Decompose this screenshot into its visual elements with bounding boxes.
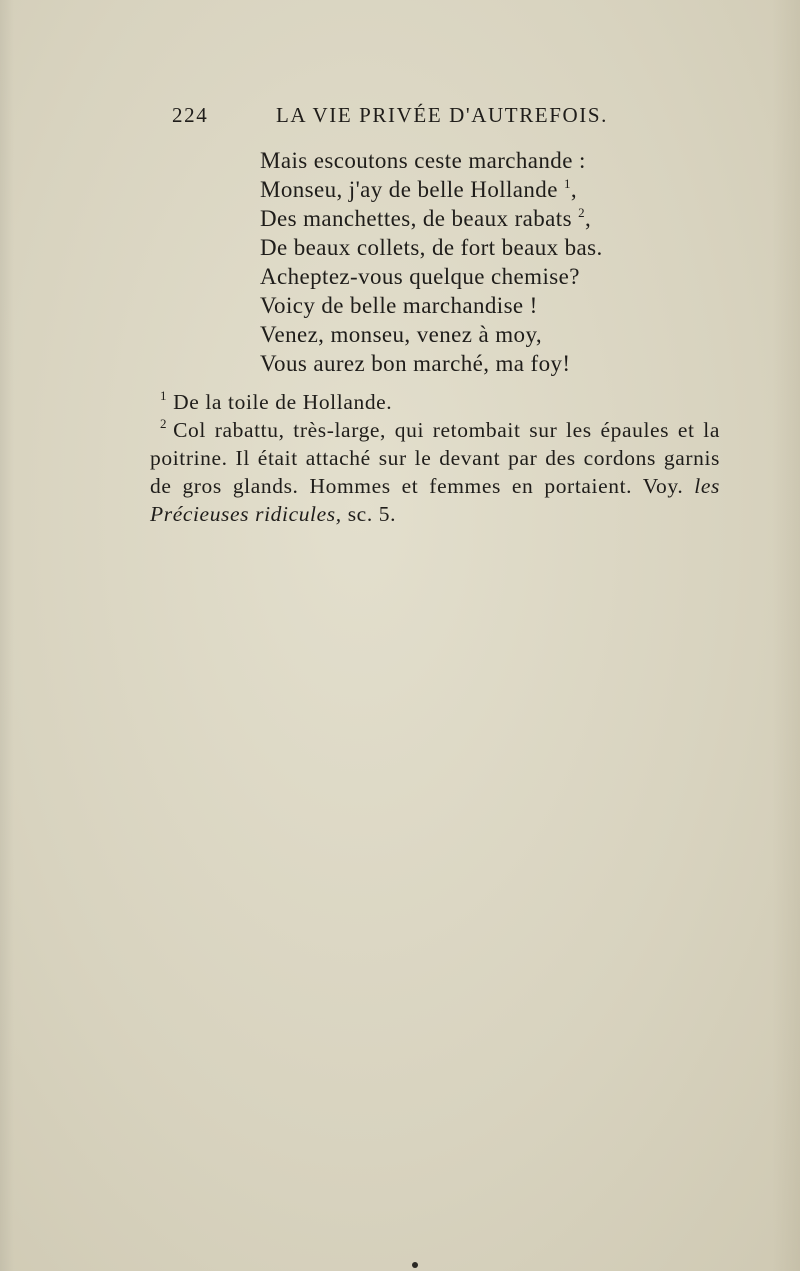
footnote-tail: sc. 5. xyxy=(347,502,397,526)
footnotes xyxy=(150,388,720,528)
footnote-text: De la toile de Hollande. xyxy=(173,390,393,414)
footnote-ref: 1 xyxy=(563,176,571,191)
poem-line: Vous aurez bon marché, ma foy! xyxy=(260,351,571,376)
poem-line: Venez, monseu, venez à moy, xyxy=(260,322,543,347)
poem-line: De beaux collets, de fort beaux bas. xyxy=(260,235,603,260)
footnote-2 xyxy=(150,416,720,528)
page-header xyxy=(172,103,632,135)
page-number: 224 xyxy=(172,103,209,127)
footnote-mark: 1 xyxy=(160,388,168,403)
poem-block xyxy=(260,146,660,378)
poem-line: Voicy de belle marchandise ! xyxy=(260,293,538,318)
poem-line: Acheptez-vous quelque chemise? xyxy=(260,264,580,289)
page-mark-dot xyxy=(412,1262,418,1268)
poem-line: Des manchettes, de beaux rabats $^2$, xyxy=(260,205,592,231)
running-title: LA VIE PRIVÉE D'AUTREFOIS. xyxy=(276,103,609,127)
poem-line: Mais escoutons ceste marchande : xyxy=(260,148,586,173)
footnote-italic-reference: les Précieuses ridicules, xyxy=(150,474,720,526)
footnote-mark: 2 xyxy=(160,416,168,431)
footnote-1 xyxy=(160,388,720,416)
poem-line: Monseu, j'ay de belle Hollande $^1$, xyxy=(260,176,578,202)
footnote-ref: 2 xyxy=(578,205,585,220)
footnote-text: Col rabattu, très-large, qui retombait sur les épaules et la poitrine. Il était attaché sur le devant par des cordons garnis de gros glands. Hommes et femmes en portaient. Voy. xyxy=(150,418,720,498)
